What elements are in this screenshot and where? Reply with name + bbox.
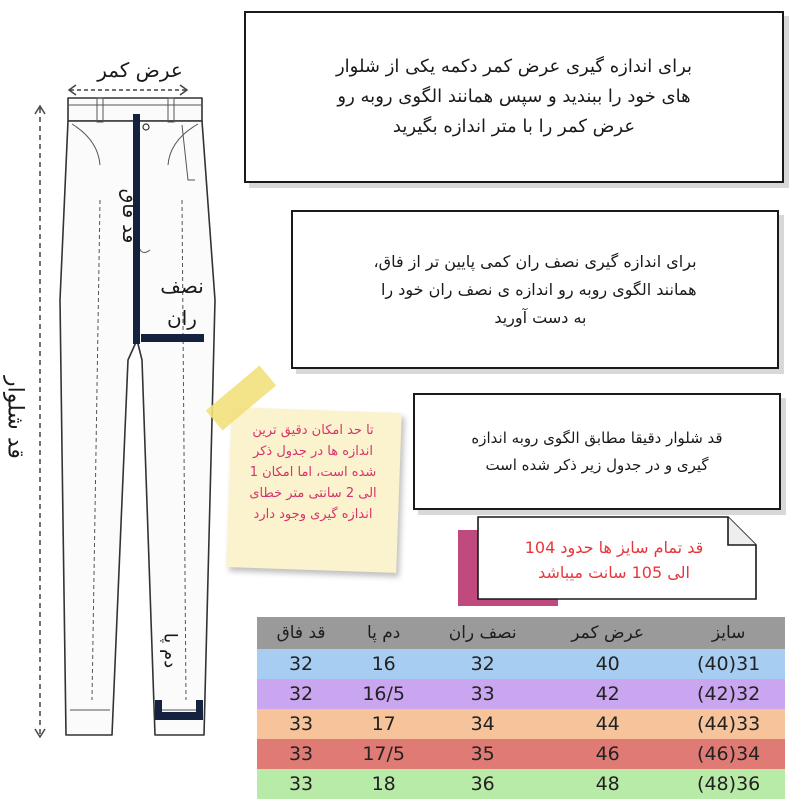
table-cell: 33 [470,683,495,705]
table-cell: 32(42) [697,683,761,705]
table-row [257,769,785,799]
table-cell: 40 [595,653,620,675]
length-note-line: قد شلوار دقیقا مطابق الگوی روبه اندازه [471,428,723,447]
thigh-measure-band [141,334,204,342]
table-row [257,679,785,709]
table-cell: 32 [470,653,495,675]
table-cell: 16/5 [362,683,406,705]
length-arrow [35,106,45,737]
length-note-line: گیری و در جدول زیر ذکر شده است [485,455,709,474]
waist-label: عرض کمر [97,58,183,82]
table-cell: 35 [470,743,495,765]
table-row [257,709,785,739]
table-cell: 48 [595,773,620,795]
table-cell: 34 [470,713,495,735]
sticky-note-text [229,420,397,525]
table-cell: 32 [288,653,314,675]
table-cell: 18 [371,773,396,795]
table-header-row [257,617,785,649]
size-table [257,617,785,799]
waist-note-box [244,11,784,183]
sticky-line: اندازه ها در جدول ذکر [253,444,373,459]
table-cell: 33 [288,773,314,795]
thigh-label-line1: نصف [160,274,204,298]
hem-label: دم پا [159,632,181,669]
table-cell: 42 [595,683,620,705]
table-cell: 36 [470,773,495,795]
table-cell: 36(48) [697,773,761,795]
header-thigh: نصف ران [422,617,543,649]
table-cell: 17 [371,713,396,735]
length-label: قد شلوار [2,376,28,459]
thigh-note-box [291,210,779,369]
hem-measure-band [155,712,203,720]
length-note-box [413,393,781,510]
table-cell: 33 [288,713,314,735]
table-cell: 33 [288,743,314,765]
sticky-line: الی 2 سانتی متر خطای [249,486,377,501]
waist-note-line: های خود را ببندید و سپس همانند الگوی روبه رو [337,86,691,107]
callout-line: الی 105 سانت میباشد [538,563,690,582]
callout-line: قد تمام سایز ها حدود 104 [524,538,704,557]
table-cell: 34(46) [697,743,761,765]
thigh-note-line: به دست آورید [494,307,587,327]
rise-label: قد فاق [118,188,140,244]
thigh-note-line: همانند الگوی روبه رو اندازه ی نصف ران خود را [380,279,697,299]
table-row [257,739,785,769]
header-size: سایز [672,617,785,649]
waist-note-line: عرض کمر را با متر اندازه بگیرید [392,116,636,137]
callout-text [484,535,744,585]
table-cell: 46 [595,743,620,765]
table-cell: 44 [595,713,620,735]
header-rise: قد فاق [257,617,345,649]
table-cell: 17/5 [362,743,406,765]
waist-note-line: برای اندازه گیری عرض کمر دکمه یکی از شلوار [335,56,693,77]
sticky-line: اندازه گیری وجود دارد [253,507,373,522]
thigh-note-line: برای اندازه گیری نصف ران کمی پایین تر از فاق، [373,251,697,271]
header-hem: دم پا [345,617,422,649]
table-cell: 31(40) [697,653,761,675]
header-waist: عرض کمر [543,617,672,649]
sticky-line: شده است، اما امکان 1 [249,465,377,480]
table-cell: 32 [288,683,314,705]
waist-arrow [69,85,187,95]
table-cell: 33(44) [697,713,761,735]
thigh-label [150,270,214,334]
table-cell: 16 [371,653,396,675]
thigh-label-line2: ران [167,306,197,330]
table-row [257,649,785,679]
sticky-line: تا حد امکان دقیق ترین [252,423,374,438]
